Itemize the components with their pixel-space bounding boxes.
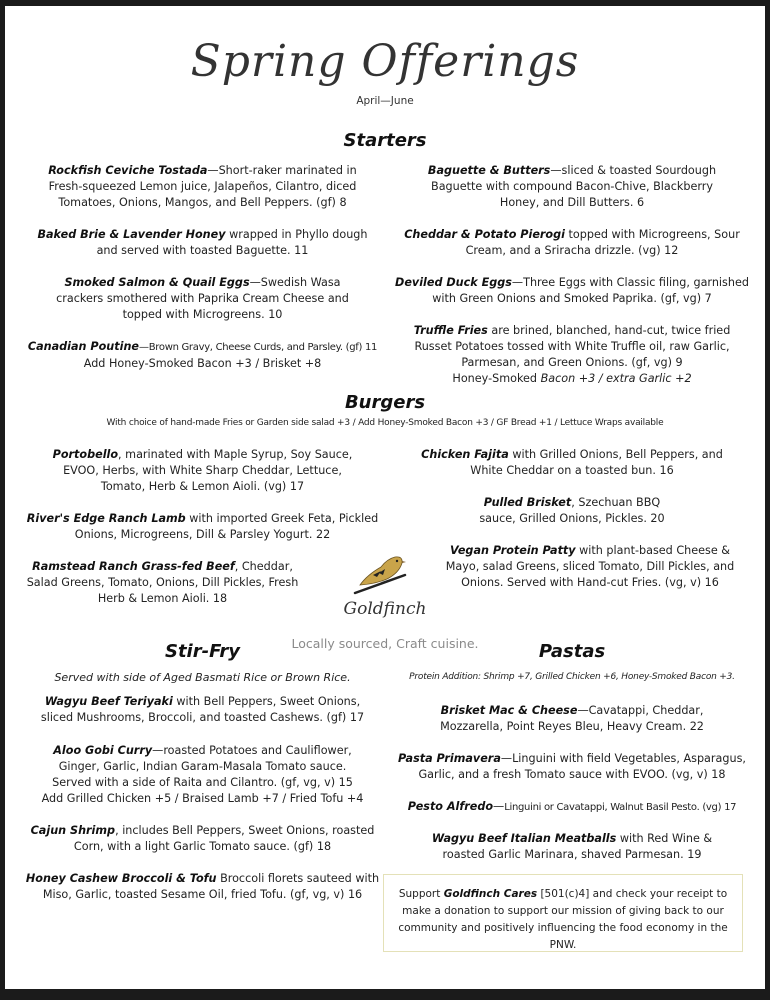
menu-item-truffle-fries xyxy=(387,323,757,387)
menu-item-wagyu-meatballs xyxy=(387,831,757,863)
item-description: with Bell Peppers, Sweet Onions, sliced Mushrooms, Broccoli, and toasted Cashews. (gf) 17 xyxy=(40,695,365,724)
menu-item-brisket-mac xyxy=(387,703,757,735)
item-description: Linguini or Cavatappi, Walnut Basil Pesto. (vg) 17 xyxy=(504,802,737,813)
item-description: Brown Gravy, Cheese Curds, and Parsley. (gf) 11 xyxy=(148,342,378,353)
item-name: Smoked Salmon & Quail Eggs xyxy=(64,276,250,289)
separator: — xyxy=(152,744,164,757)
cares-text: [501(c)4] and check your receipt to make a donation to support our mission of giving back to our community and positively influencing the food economy in the PNW. xyxy=(398,888,728,951)
burgers-note: With choice of hand-made Fries or Garden side salad +3 / Add Honey-Smoked Bacon +3 / GF Bread +1 / Lettuce Wraps available xyxy=(106,418,664,428)
item-addon-prefix: Honey-Smoked xyxy=(452,372,541,385)
item-name: Pesto Alfredo xyxy=(407,800,494,813)
item-name: Brisket Mac & Cheese xyxy=(440,704,578,717)
menu-item-smoked-salmon xyxy=(20,275,385,323)
menu-item-portobello xyxy=(20,447,385,495)
menu-item-chicken-fajita xyxy=(387,447,757,479)
goldfinch-bird-icon xyxy=(285,551,485,601)
item-name: Pulled Brisket xyxy=(483,496,572,509)
separator: — xyxy=(249,276,261,289)
menu-item-wagyu-teriyaki xyxy=(20,694,385,726)
menu-item-deviled-duck-eggs xyxy=(387,275,757,307)
item-description: Broccoli florets sauteed with Miso, Garlic, toasted Sesame Oil, fried Tofu. (gf, vg, v) 16 xyxy=(42,872,380,901)
separator: — xyxy=(493,800,505,813)
menu-title: Spring Offerings xyxy=(190,36,580,87)
menu-item-rivers-edge-lamb xyxy=(20,511,385,543)
separator: — xyxy=(577,704,589,717)
item-description: Short-raker marinated in Fresh-squeezed Lemon juice, Jalapeños, Cilantro, diced Tomatoes, Onions, Mangos, and Bell Peppers. (gf) 8 xyxy=(48,164,357,209)
item-description: roasted Potatoes and Cauliflower, Ginger, Garlic, Indian Garam-Masala Tomato sauce. Served with a side of Raita and Cilantro. (gf, vg, v) 15 xyxy=(52,744,353,789)
stir-fry-note: Served with side of Aged Basmati Rice or Brown Rice. xyxy=(54,671,351,684)
item-description: with Grilled Onions, Bell Peppers, and White Cheddar on a toasted bun. 16 xyxy=(470,448,723,477)
separator: — xyxy=(139,342,149,353)
menu-item-canadian-poutine xyxy=(20,339,385,372)
menu-page xyxy=(5,6,765,989)
menu-item-baked-brie xyxy=(20,227,385,259)
item-name: Wagyu Beef Teriyaki xyxy=(44,695,173,708)
separator: , xyxy=(571,496,579,509)
item-name: Ramstead Ranch Grass-fed Beef xyxy=(32,560,235,573)
cares-name: Goldfinch Cares xyxy=(443,888,538,900)
goldfinch-cares-box xyxy=(383,874,743,952)
menu-item-pulled-brisket xyxy=(387,495,757,527)
item-name: Chicken Fajita xyxy=(421,448,509,461)
section-heading-starters: Starters xyxy=(343,130,427,151)
item-description: Szechuan BBQ sauce, Grilled Onions, Pickles. 20 xyxy=(479,496,665,525)
item-description: with Red Wine & roasted Garlic Marinara, shaved Parmesan. 19 xyxy=(442,832,713,861)
menu-item-cajun-shrimp xyxy=(20,823,385,855)
item-name: Deviled Duck Eggs xyxy=(395,276,512,289)
separator: — xyxy=(500,752,513,765)
menu-item-aloo-gobi xyxy=(20,743,385,807)
logo-name: Goldfinch xyxy=(343,599,427,619)
menu-item-honey-cashew-tofu xyxy=(20,871,385,903)
item-addon: Add Honey-Smoked Bacon +3 / Brisket +8 xyxy=(83,357,322,370)
item-description: Swedish Wasa crackers smothered with Paprika Cream Cheese and topped with Microgreens. 10 xyxy=(56,276,349,321)
item-name: Canadian Poutine xyxy=(27,340,140,353)
separator: — xyxy=(207,164,219,177)
item-description: Cavatappi, Cheddar, Mozzarella, Point Reyes Bleu, Heavy Cream. 22 xyxy=(440,704,704,733)
menu-item-baguette-butters xyxy=(387,163,757,211)
item-description: Three Eggs with Classic filing, garnished with Green Onions and Smoked Paprika. (gf, vg) 7 xyxy=(432,276,749,305)
item-name: River's Edge Ranch Lamb xyxy=(26,512,186,525)
section-heading-stir-fry: Stir-Fry xyxy=(164,641,240,662)
item-name: Vegan Protein Patty xyxy=(450,544,576,557)
item-addon: Bacon +3 / extra Garlic +2 xyxy=(540,372,692,385)
separator: , xyxy=(115,824,123,837)
item-description: sliced & toasted Sourdough Baguette with compound Bacon-Chive, Blackberry Honey, and Dill Butters. 6 xyxy=(431,164,717,209)
menu-item-vegan-patty xyxy=(445,543,735,591)
item-name: Cajun Shrimp xyxy=(30,824,116,837)
separator: , xyxy=(118,448,126,461)
item-name: Truffle Fries xyxy=(413,324,488,337)
separator: , xyxy=(234,560,242,573)
menu-item-pasta-primavera xyxy=(387,751,757,783)
item-name: Portobello xyxy=(52,448,119,461)
item-name: Pasta Primavera xyxy=(398,752,501,765)
item-description: with imported Greek Feta, Pickled Onions, Microgreens, Dill & Parsley Yogurt. 22 xyxy=(74,512,379,541)
item-name: Baguette & Butters xyxy=(427,164,551,177)
section-heading-burgers: Burgers xyxy=(344,392,426,413)
item-description: wrapped in Phyllo dough and served with toasted Baguette. 11 xyxy=(96,228,368,257)
item-description: with plant-based Cheese & Mayo, salad Greens, sliced Tomato, Dill Pickles, and Onions. Served with Hand-cut Fries. (vg, v) 16 xyxy=(445,544,735,589)
menu-item-ramstead-beef xyxy=(25,559,300,607)
item-description: topped with Microgreens, Sour Cream, and a Sriracha drizzle. (vg) 12 xyxy=(465,228,740,257)
item-name: Rockfish Ceviche Tostada xyxy=(48,164,208,177)
separator: — xyxy=(511,276,524,289)
item-description: Cheddar, Salad Greens, Tomato, Onions, Dill Pickles, Fresh Herb & Lemon Aioli. 18 xyxy=(26,560,299,605)
item-description: Linguini with field Vegetables, Asparagus, Garlic, and a fresh Tomato sauce with EVOO. (vg, v) 18 xyxy=(418,752,746,781)
menu-item-pierogi xyxy=(387,227,757,259)
item-description: are brined, blanched, hand-cut, twice fried Russet Potatoes tossed with White Truffle oil, raw Garlic, Parmesan, and Green Onions. (gf, vg) 9 xyxy=(414,324,731,369)
menu-item-rockfish-ceviche xyxy=(20,163,385,211)
item-name: Baked Brie & Lavender Honey xyxy=(37,228,226,241)
item-name: Honey Cashew Broccoli & Tofu xyxy=(25,872,217,885)
item-name: Aloo Gobi Curry xyxy=(53,744,153,757)
item-description: includes Bell Peppers, Sweet Onions, roasted Corn, with a light Garlic Tomato sauce. (gf) 18 xyxy=(73,824,375,853)
item-name: Cheddar & Potato Pierogi xyxy=(404,228,565,241)
item-addon: Add Grilled Chicken +5 / Braised Lamb +7 / Fried Tofu +4 xyxy=(41,792,364,805)
section-heading-pastas: Pastas xyxy=(538,641,606,662)
separator: — xyxy=(550,164,562,177)
cares-prefix: Support xyxy=(398,888,444,900)
item-description: marinated with Maple Syrup, Soy Sauce, EVOO, Herbs, with White Sharp Cheddar, Lettuce, Tomato, Herb & Lemon Aioli. (vg) 17 xyxy=(63,448,353,493)
logo-tagline: Locally sourced, Craft cuisine. xyxy=(291,636,479,651)
pastas-note: Protein Addition: Shrimp +7, Grilled Chicken +6, Honey-Smoked Bacon +3. xyxy=(409,672,735,682)
season-dates: April—June xyxy=(356,95,414,107)
menu-item-pesto-alfredo xyxy=(387,799,757,816)
item-name: Wagyu Beef Italian Meatballs xyxy=(431,832,617,845)
